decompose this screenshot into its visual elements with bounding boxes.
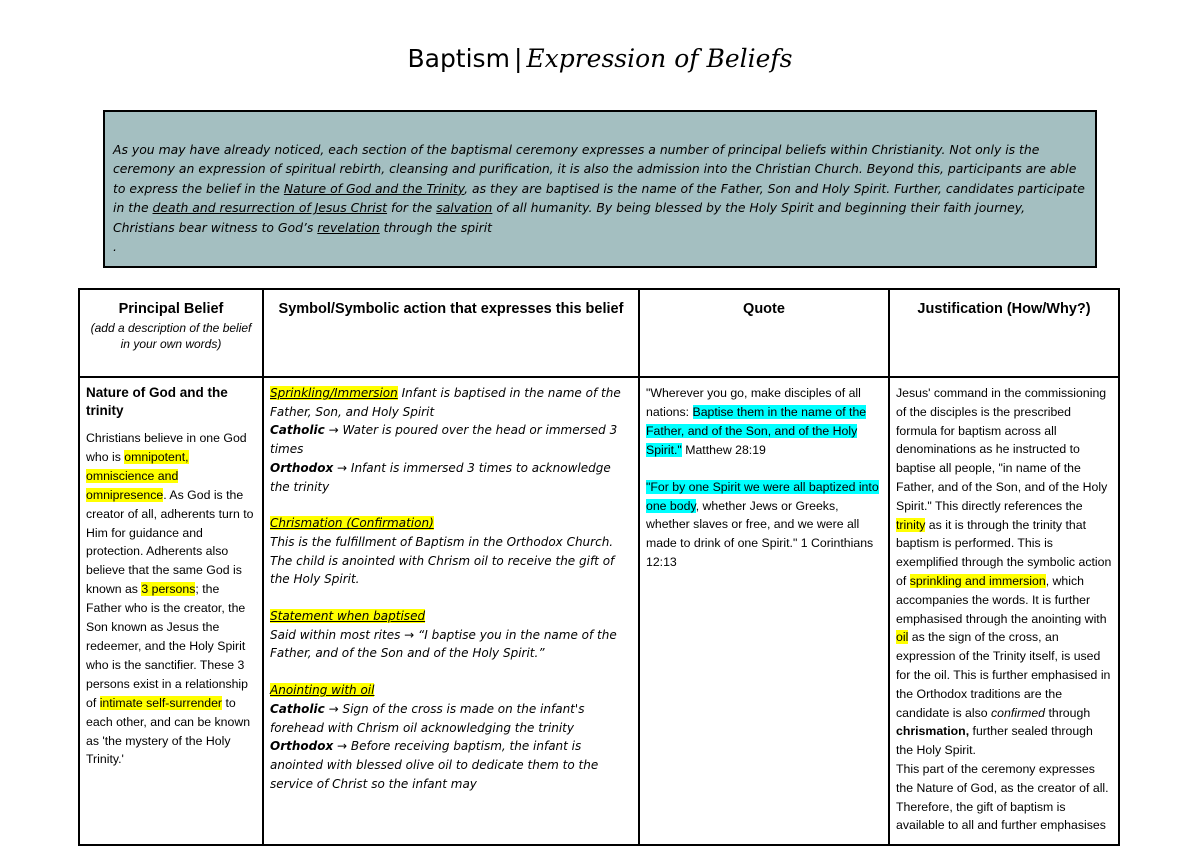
header-justification: Justification (How/Why?) [889,289,1119,377]
label-catholic: Catholic [270,701,325,716]
header-belief-sub: (add a description of the belief in your own words) [90,321,252,351]
justification-part: as it is through the trinity that baptism is performed. This is exemplified through the symbolic action of [896,517,1112,588]
symbol-heading: Sprinkling/Immersion [270,386,398,400]
belief-description [86,429,256,769]
intro-underline-trinity: Nature of God and the Trinity [283,180,465,196]
belief-text: ; the Father who is the creator, the Son known as Jesus the redeemer, and the Holy Spirit who is the sanctifier. These 3 persons exist in a relationship of [86,582,248,710]
table-header-row [79,289,1119,377]
symbol-heading: Chrismation (Confirmation) [270,516,434,531]
symbol-text: This is the fulfillment of Baptism in the Orthodox Church. The child is anointed with Chrism oil to receive the gift of the Holy Spirit. [270,534,615,587]
page-title [0,44,1200,73]
cell-quote [639,377,889,845]
label-orthodox: Orthodox [270,460,334,475]
intro-underline-revelation: revelation [317,219,380,235]
title-main: Baptism [407,44,510,73]
justification-text-2: This part of the ceremony expresses the Nature of God, as the creator of all. Therefore, the gift of baptism is available to all and further emphasises [896,761,1109,833]
justification-part: further sealed through the Holy Spirit. [896,724,1093,758]
quote-text: "Wherever you go, make disciples of all nations: [646,386,861,419]
quote-highlight: Baptise them in the name of the Father, and of the Son, and of the Holy Spirit." [646,404,867,457]
table-row [79,377,1119,845]
belief-highlight: omnipotent, omniscience and omnipresence [86,449,189,502]
intro-period: . [113,239,117,255]
belief-highlight: intimate self-surrender [99,695,223,710]
symbol-heading: Statement when baptised [270,609,426,624]
belief-highlight: 3 persons [141,582,196,597]
intro-text: As you may have already noticed, each section of the baptismal ceremony expresses a number of principal beliefs within Christianity. Not only is the ceremony an expression of spiritual rebirth, cleansing and purification, it is also the admission into the Christian Church. Beyond this, participants are able to express the belief in the [113,142,1077,196]
quote-text: , whether Jews or Greeks, whether slaves or free, and we were all made to drink of one Spirit." 1 Corinthians 12:13 [646,498,874,570]
justification-part: Jesus' command in the commissioning of the disciples is the prescribed formula for baptism across all denominations as he instructed to baptise all people, "in name of the Father, and of the Son, and of the Holy Spirit." This directly references the [896,386,1108,513]
symbol-text: Infant is baptised in the name of the Father, Son, and Holy Spirit [270,386,621,419]
belief-text: to each other, and can be known as 'the mystery of the Holy Trinity.' [86,695,251,767]
quote-corinthians [646,478,882,573]
justification-bold: chrismation, [896,724,970,739]
symbol-anointing [270,681,632,793]
belief-title: Nature of God and the trinity [86,385,228,418]
header-symbol: Symbol/Symbolic action that expresses this belief [263,289,639,377]
symbol-statement [270,607,632,663]
symbol-chrismation [270,514,632,589]
label-orthodox: Orthodox [270,739,334,754]
symbol-text: → Sign of the cross is made on the infant's forehead with Chrism oil acknowledging the trinity [270,701,585,735]
quote-highlight: "For by one Spirit we were all baptized into one body [646,479,879,513]
symbol-text: → Infant is immersed 3 times to acknowledge the trinity [270,460,611,494]
belief-text: . As God is the creator of all, adherents turn to Him for guidance and protection. Adherents also believe that the same God is known as [86,487,254,597]
justification-highlight: trinity [896,517,926,532]
beliefs-table [78,288,1120,846]
header-quote: Quote [639,289,889,377]
belief-text: Christians believe in one God who is [86,431,247,464]
justification-italic: confirmed [991,705,1046,720]
cell-justification [889,377,1119,845]
intro-text: of all humanity. By being blessed by the Holy Spirit and beginning their faith journey, Christians bear witness to God’s [113,200,1026,235]
justification-part: as the sign of the cross, an expression of the Trinity itself, is used for the oil. This is further emphasised in the Orthodox traditions are the candidate is also [896,630,1111,720]
justification-highlight: sprinkling and immersion [909,573,1046,588]
intro-underline-death: death and resurrection of Jesus Christ [152,200,388,216]
symbol-text: → Before receiving baptism, the infant is anointed with blessed olive oil to dedicate them to the service of Christ so the infant may [270,739,599,791]
intro-text: for the [387,200,437,216]
label-catholic: Catholic [270,423,325,438]
symbol-sprinkling [270,384,632,496]
intro-underline-salvation: salvation [436,200,493,216]
symbol-text: → Water is poured over the head or immersed 3 times [270,423,618,457]
quote-reference: Matthew 28:19 [681,442,766,457]
cell-symbol [263,377,639,845]
intro-text: through the spirit [379,219,493,235]
intro-box [103,110,1097,268]
justification-part: through [1045,705,1091,720]
quote-matthew [646,384,882,460]
title-separator: | [513,44,523,73]
title-script: Expression of Beliefs [526,44,793,73]
cell-belief [79,377,263,845]
justification-part: , which accompanies the words. It is further emphasised through the anointing with [896,573,1107,626]
header-principal-belief [79,289,263,377]
intro-text: , as they are baptised is the name of the Father, Son and Holy Spirit. Further, candidates participate in the [113,180,1085,216]
justification-text [896,384,1112,760]
header-belief-label: Principal Belief [118,301,224,317]
symbol-heading: Anointing with oil [270,683,375,698]
justification-highlight: oil [896,630,909,645]
symbol-text: Said within most rites → “I baptise you in the name of the Father, and of the Son and of the Holy Spirit.” [270,627,617,661]
